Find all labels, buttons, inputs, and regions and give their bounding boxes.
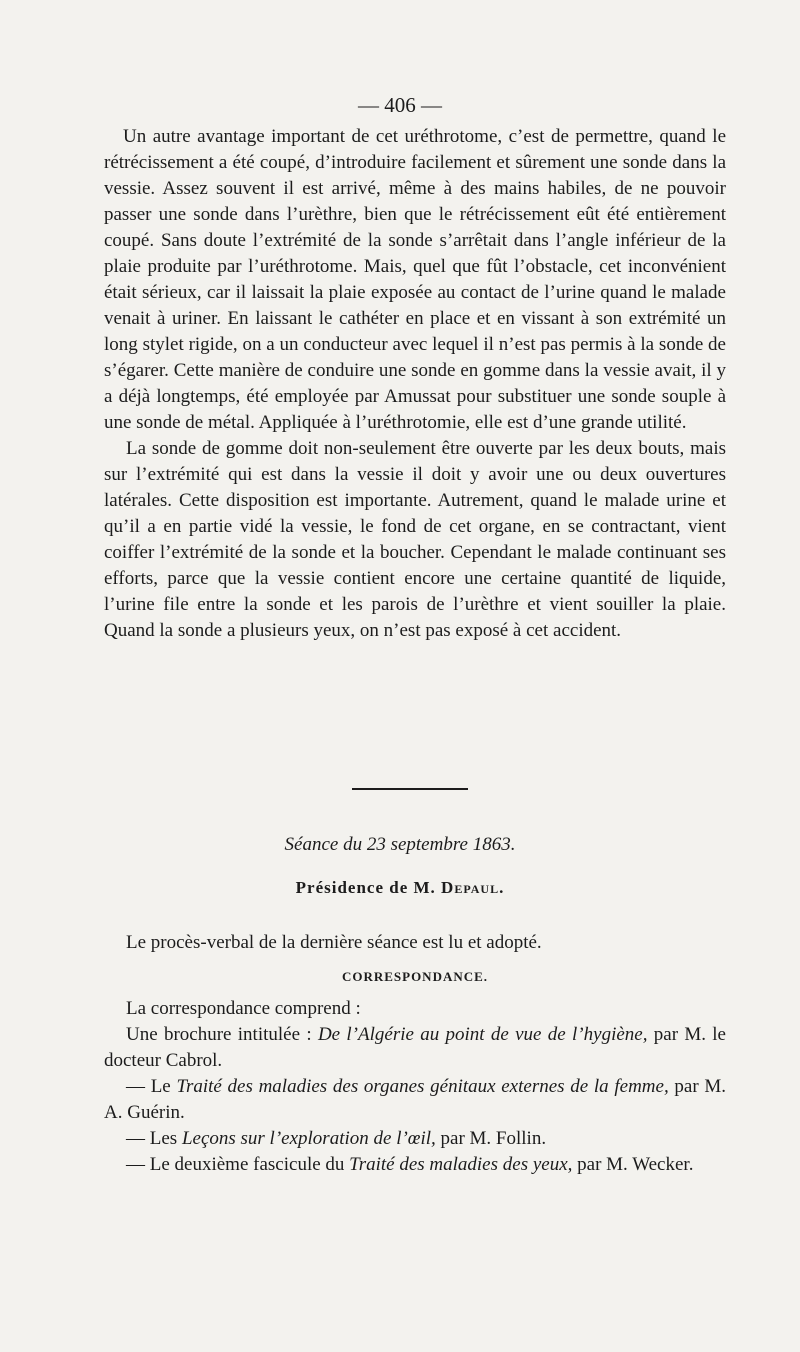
item-author: par M. le docteur Cabrol.	[104, 1024, 726, 1071]
correspondance-intro: La correspondance comprend :	[126, 998, 361, 1019]
item-title: Leçons sur l’exploration de l’œil,	[181, 1128, 436, 1149]
paragraph: La sonde de gomme doit non-seulement être ouverte par les deux bouts, mais sur l’extrémité qui est dans la vessie il doit y avoir une ou deux ouvertures latérales. Cette disposition est importante. Autrement, quand le malade urine et qu’il a en partie vidé la vessie, le fond de cet organe, en se contractant, vient coiffer l’extrémité de la sonde et la boucher. Cependant le malade continuant ses efforts, parce que la vessie contient encore une certaine quantité de liquide, l’urine file entre la sonde et les parois de l’urèthre et vient souiller la plaie. Quand la sonde a plusieurs yeux, on n’est pas exposé à cet accident.	[104, 438, 726, 641]
item-author: par M. A. Guérin.	[104, 1076, 727, 1123]
correspondance-item	[104, 1074, 726, 1126]
proces-verbal: Le procès-verbal de la dernière séance est lu et adopté.	[126, 932, 542, 953]
item-text: Une brochure intitulée :	[126, 1024, 318, 1045]
seance-heading: Séance du 23 septembre 1863.	[284, 834, 516, 855]
item-title: Traité des maladies des organes génitaux externes de la femme,	[176, 1076, 669, 1097]
item-title: De l’Algérie au point de vue de l’hygiène,	[317, 1024, 648, 1045]
correspondance-item	[104, 1152, 726, 1178]
item-text: — Les	[126, 1128, 182, 1149]
president-name: Depaul.	[441, 878, 505, 897]
item-title: Traité des maladies des yeux,	[349, 1154, 573, 1175]
presidence-heading	[0, 878, 800, 898]
item-text: — Le deuxième fascicule du	[126, 1154, 350, 1175]
session-body	[104, 930, 726, 1178]
item-author: par M. Wecker.	[572, 1154, 694, 1175]
presidence-prefix: Présidence de M.	[295, 878, 436, 897]
paragraph: Un autre avantage important de cet uréthrotome, c’est de permettre, quand le rétrécissement a été coupé, d’introduire facilement et sûrement une sonde dans la vessie. Assez souvent il est arrivé, même à des mains habiles, de ne pouvoir passer une sonde dans l’urèthre, bien que le rétrécissement eût été entièrement coupé. Sans doute l’extrémité de la sonde s’arrêtait dans l’angle inférieur de la plaie produite par l’uréthrotome. Mais, quel que fût l’obstacle, cet inconvénient était sérieux, car il laissait la plaie exposée au contact de l’urine quand le malade venait à uriner. En laissant le cathéter en place et en vissant à son extrémité un long stylet rigide, on a un conducteur avec lequel il n’est pas permis à la sonde de s’égarer. Cette manière de conduire une sonde en gomme dans la vessie avait, il y a déjà longtemps, été employée par Amussat pour substituer une sonde souple à une sonde de métal. Appliquée à l’uréthrotomie, elle est d’une grande utilité.	[104, 126, 726, 433]
correspondance-item	[104, 1022, 726, 1074]
article-body	[104, 124, 726, 644]
section-divider	[352, 788, 468, 790]
item-author: par M. Follin.	[435, 1128, 547, 1149]
item-text: — Le	[126, 1076, 177, 1097]
correspondance-item	[104, 1126, 726, 1152]
page-number: — 406 —	[358, 93, 442, 117]
correspondance-heading: CORRESPONDANCE.	[341, 969, 489, 984]
